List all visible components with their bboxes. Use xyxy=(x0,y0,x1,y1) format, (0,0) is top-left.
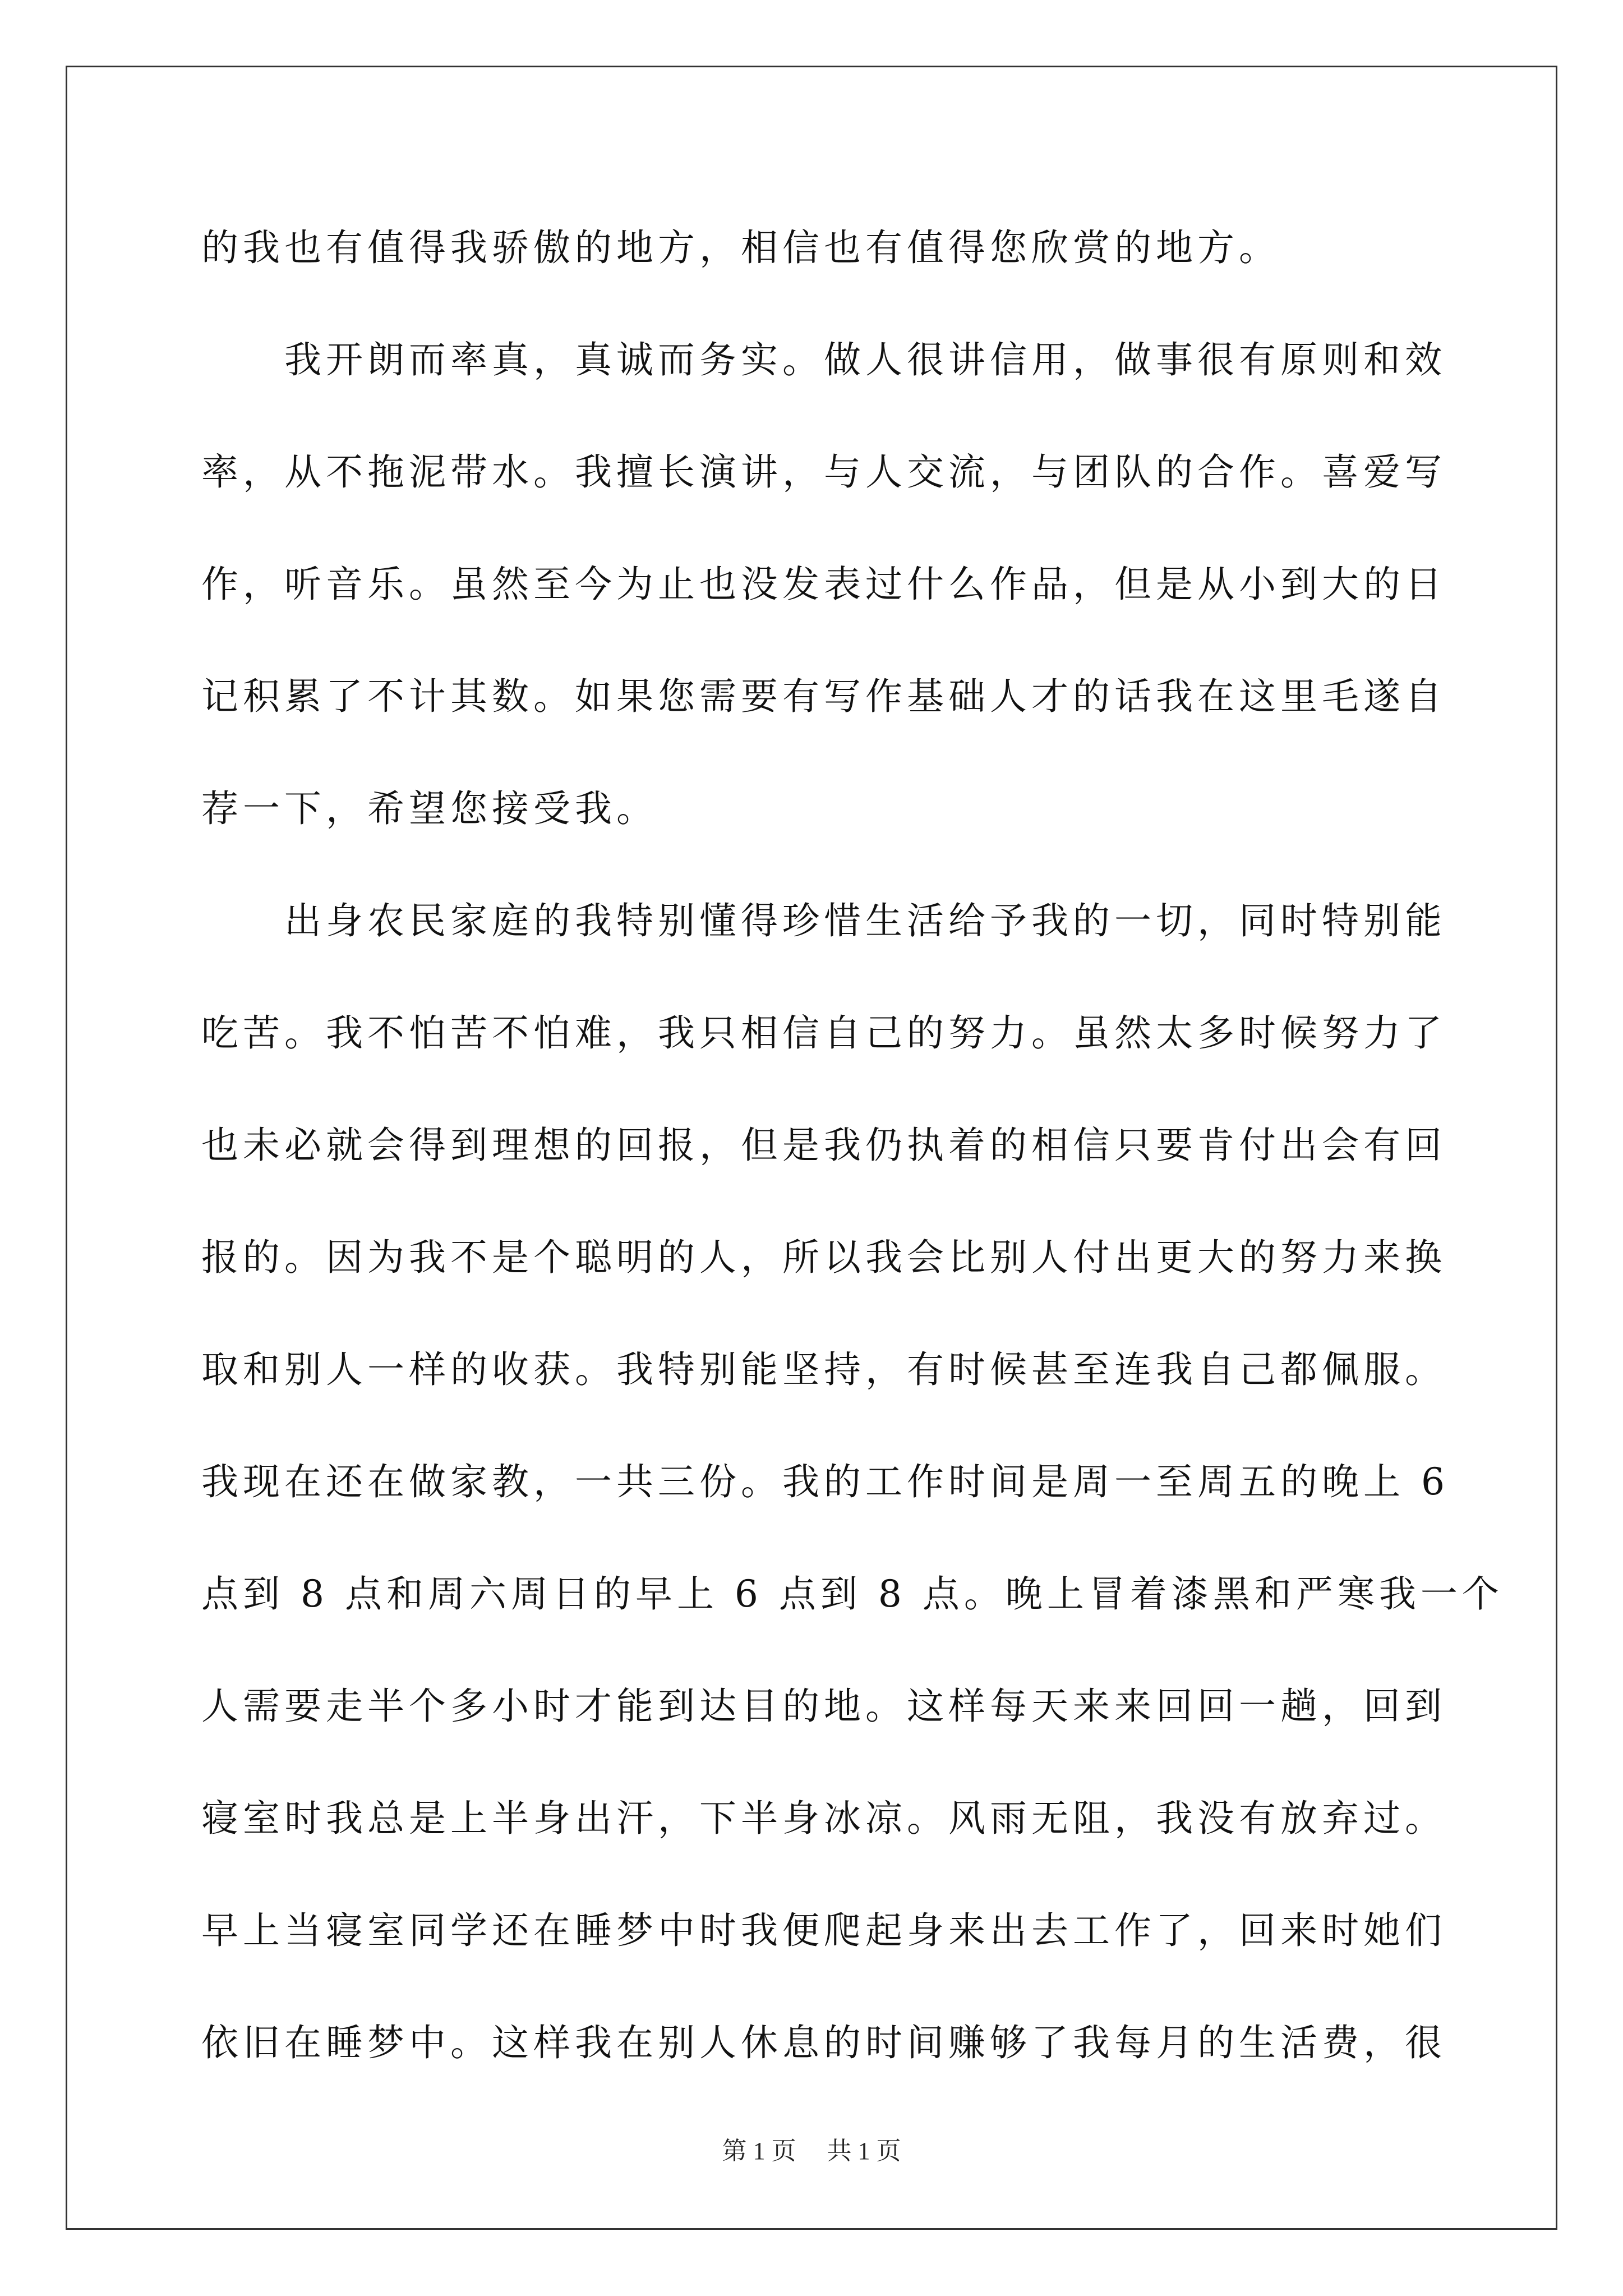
text-line: 早上当寝室同学还在睡梦中时我便爬起身来出去工作了，回来时她们 xyxy=(201,1909,1446,1952)
text-line: 也未必就会得到理想的回报，但是我仍执着的相信只要肯付出会有回 xyxy=(201,1124,1446,1167)
text-line: 人需要走半个多小时才能到达目的地。这样每天来来回回一趟，回到 xyxy=(201,1685,1446,1728)
text-line: 寝室时我总是上半身出汗，下半身冰凉。风雨无阻，我没有放弃过。 xyxy=(201,1797,1446,1840)
text-line: 我开朗而率真，真诚而务实。做人很讲信用，做事很有原则和效 xyxy=(201,338,1446,381)
text-line: 报的。因为我不是个聪明的人，所以我会比别人付出更大的努力来换 xyxy=(201,1236,1446,1279)
text-line: 荐一下，希望您接受我。 xyxy=(201,787,658,830)
text-line: 作，听音乐。虽然至今为止也没发表过什么作品，但是从小到大的日 xyxy=(201,563,1446,606)
page-footer: 第 1 页 共 1 页 xyxy=(722,2137,901,2165)
text-line: 的我也有值得我骄傲的地方，相信也有值得您欣赏的地方。 xyxy=(201,226,1280,269)
text-line: 点到 8 点和周六周日的早上 6 点到 8 点。晚上冒着漆黑和严寒我一个 xyxy=(201,1572,1504,1616)
text-line: 我现在还在做家教，一共三份。我的工作时间是周一至周五的晚上 6 xyxy=(201,1460,1449,1503)
text-line: 依旧在睡梦中。这样我在别人休息的时间赚够了我每月的生活费，很 xyxy=(201,2021,1446,2064)
text-line: 率，从不拖泥带水。我擅长演讲，与人交流，与团队的合作。喜爱写 xyxy=(201,450,1446,494)
text-line: 吃苦。我不怕苦不怕难，我只相信自己的努力。虽然太多时候努力了 xyxy=(201,1011,1446,1055)
text-line: 取和别人一样的收获。我特别能坚持，有时候甚至连我自己都佩服。 xyxy=(201,1348,1446,1391)
text-line: 出身农民家庭的我特别懂得珍惜生活给予我的一切，同时特别能 xyxy=(201,899,1446,942)
text-line: 记积累了不计其数。如果您需要有写作基础人才的话我在这里毛遂自 xyxy=(201,675,1446,718)
